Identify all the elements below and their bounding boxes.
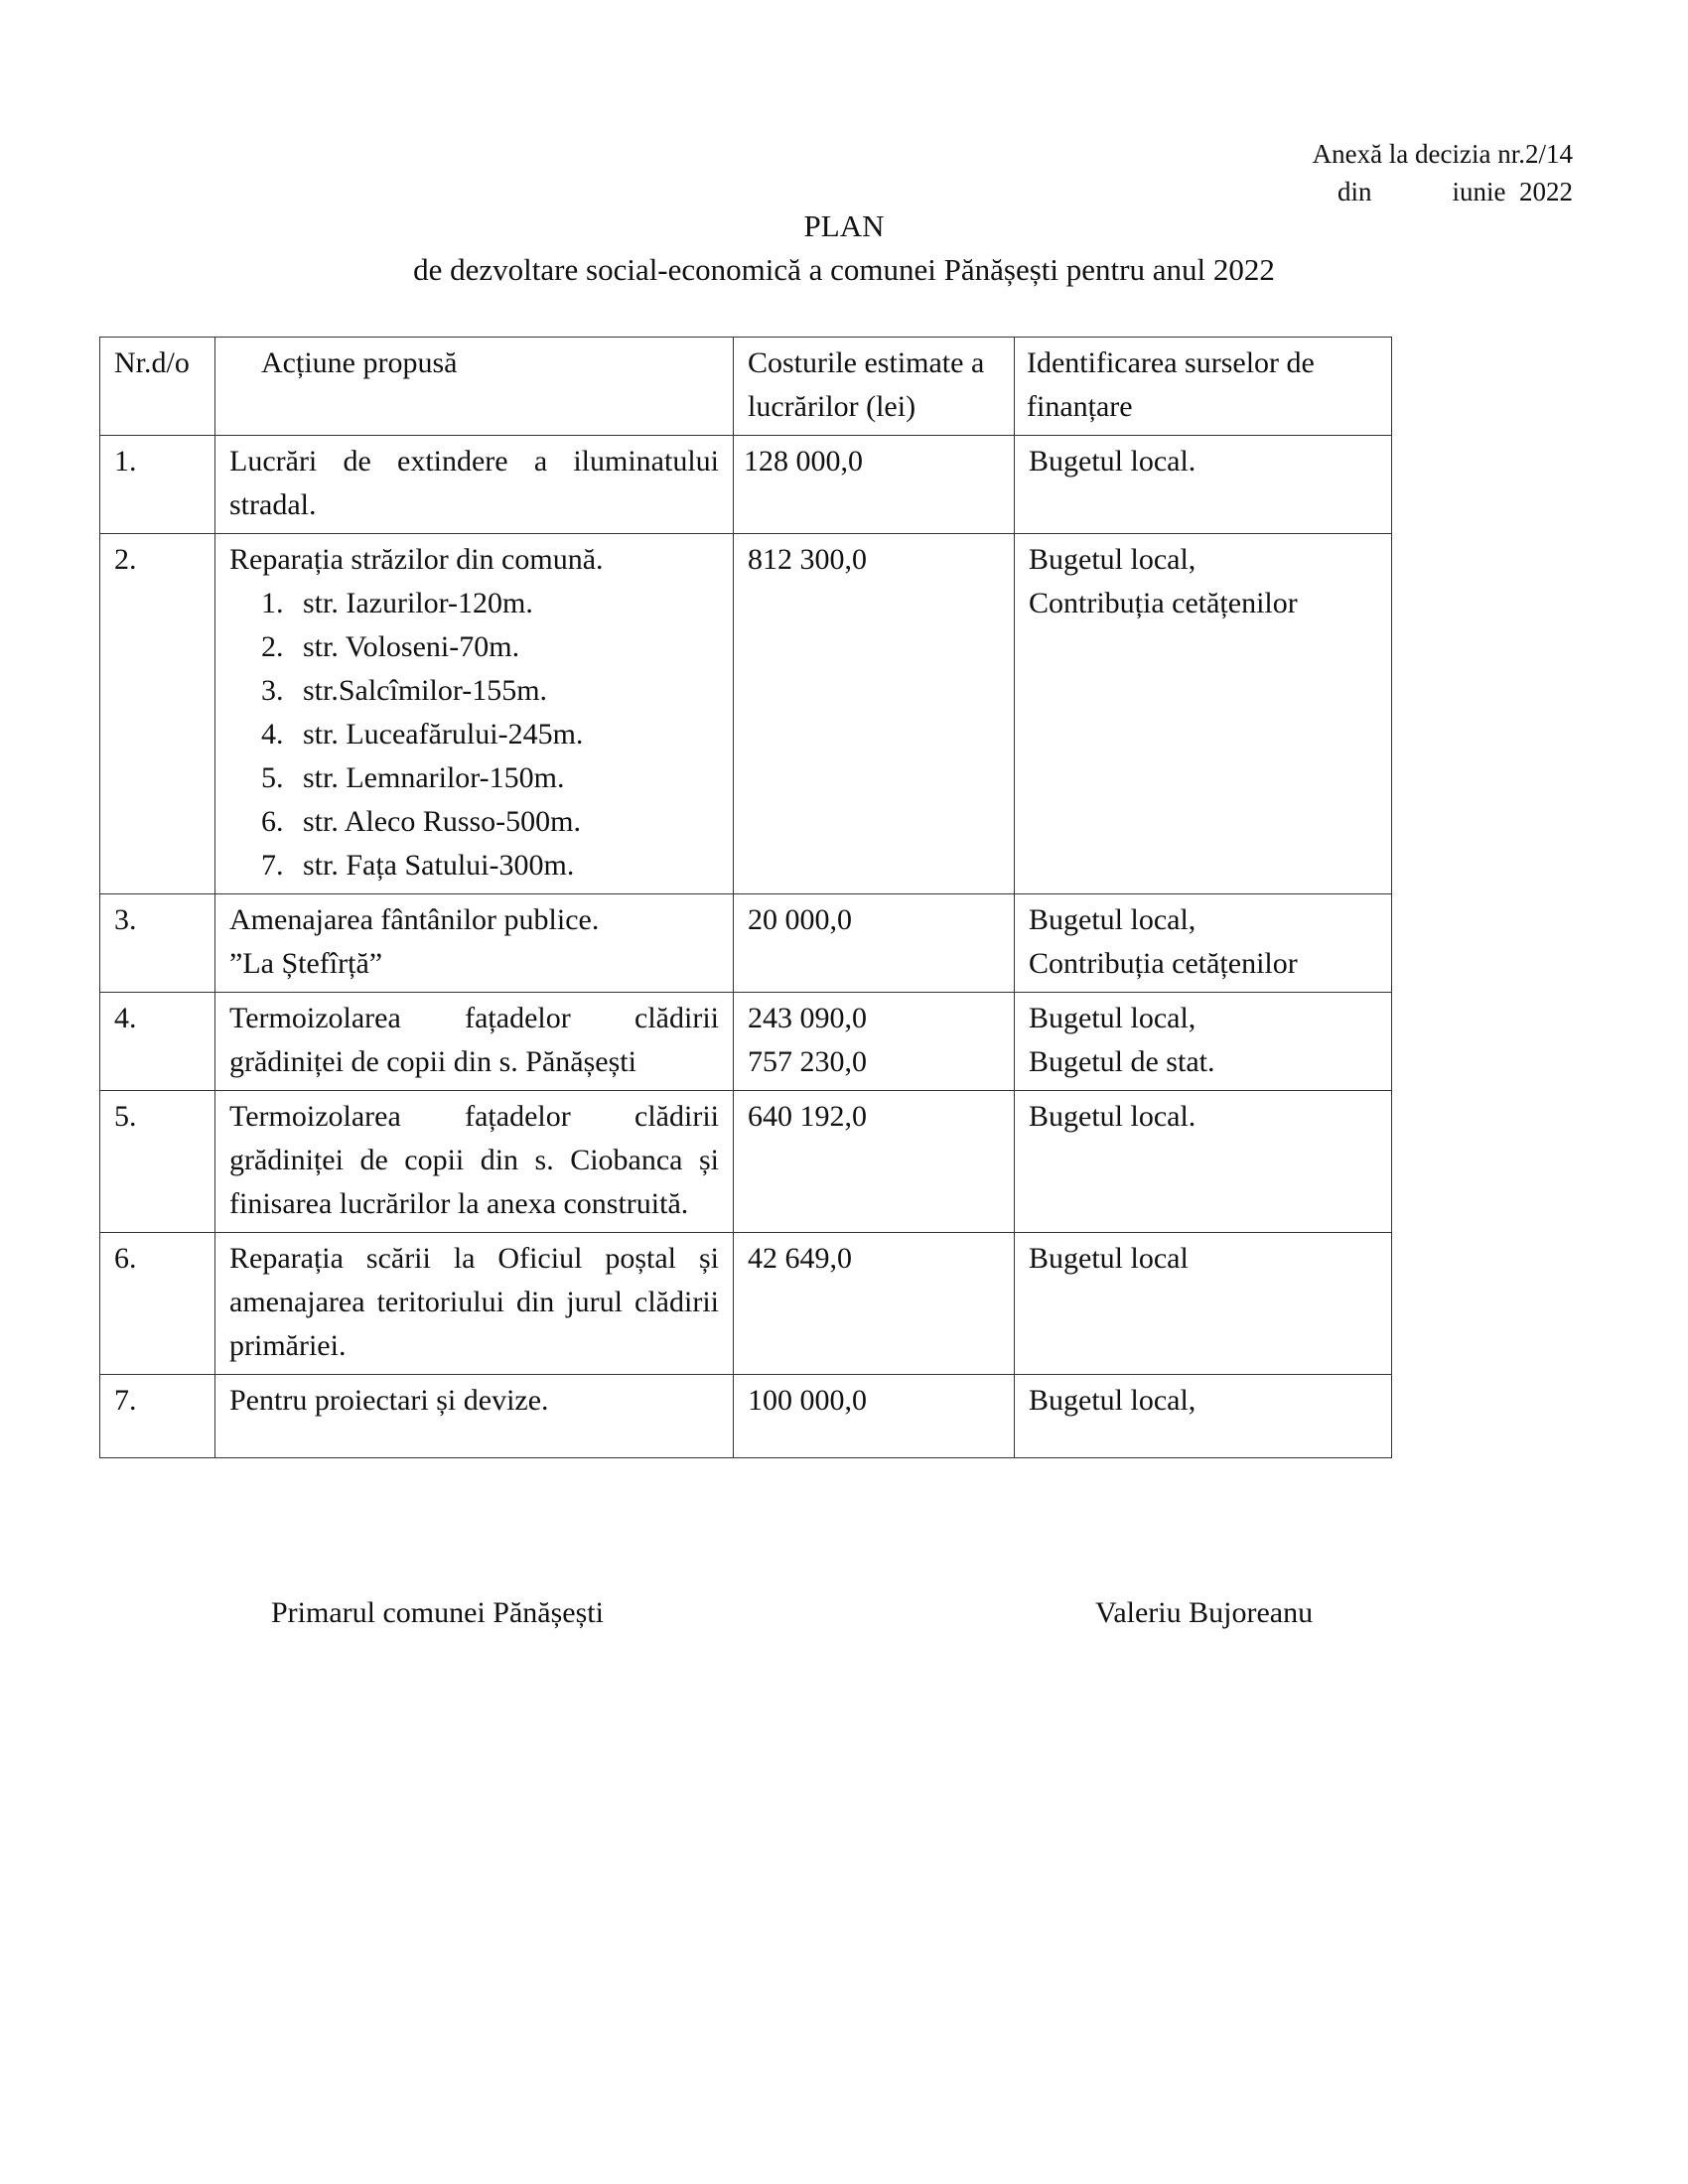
header-nr: Nr.d/o [100,338,215,436]
table-row [100,436,1392,534]
annex-reference [1313,135,1573,210]
street-item: 4. str. Luceafărului-245m. [291,713,719,756]
street-item: 3. str.Salcîmilor-155m. [291,669,719,713]
row-action: Lucrări de extindere a iluminatului stradal. [215,436,734,534]
row-sources [1015,1091,1392,1233]
row-action: Termoizolarea fațadelor clădirii grădiniței de copii din s. Ciobanca și finisarea lucrărilor la anexa construită. [215,1091,734,1233]
source-value: Bugetul local, [1029,1002,1196,1034]
cost-value: 640 192,0 [748,1100,867,1133]
row-action: Pentru proiectari și devize. [215,1375,734,1458]
source-value: Bugetul local, [1029,543,1196,576]
table-row [100,894,1392,993]
row-sources [1015,894,1392,993]
cost-value: 243 090,0 [748,1002,867,1034]
source-value: Contribuția cetățenilor [1029,947,1298,980]
street-item: 5. str. Lemnarilor-150m. [291,756,719,800]
row-cost [734,436,1015,534]
cost-value: 812 300,0 [748,543,867,576]
action-text: Reparația străzilor din comună. [229,543,604,576]
street-list [229,582,719,887]
source-value: Bugetul local, [1029,903,1196,936]
source-value: Bugetul local. [1029,445,1196,478]
street-item: 7. str. Fața Satului-300m. [291,844,719,887]
table-row [100,1233,1392,1375]
row-number: 4. [100,993,215,1091]
row-cost [734,993,1015,1091]
street-item: 6. str. Aleco Russo-500m. [291,800,719,844]
row-number: 2. [100,534,215,894]
row-cost [734,1091,1015,1233]
source-value: Bugetul de stat. [1029,1045,1215,1078]
table-row [100,1375,1392,1458]
action-text-2: ”La Ștefîrță” [229,947,383,980]
document-title: PLAN [803,208,885,243]
row-cost [734,1233,1015,1375]
cost-value: 20 000,0 [748,903,852,936]
source-value: Bugetul local [1029,1242,1189,1275]
row-cost [734,894,1015,993]
header-costs: Costurile estimate a lucrărilor (lei) [734,338,1015,436]
table-header-row [100,338,1392,436]
cost-value: 128 000,0 [744,445,863,478]
row-number: 7. [100,1375,215,1458]
header-action: Acțiune propusă [215,338,734,436]
cost-value: 100 000,0 [748,1384,867,1417]
row-number: 3. [100,894,215,993]
signature-role: Primarul comunei Pănășești [271,1596,604,1629]
table-row [100,534,1392,894]
street-item: 2. str. Voloseni-70m. [291,625,719,669]
row-sources [1015,436,1392,534]
plan-table [99,337,1392,1458]
row-action [215,894,734,993]
table-row [100,993,1392,1091]
row-sources [1015,1233,1392,1375]
street-item: 1. str. Iazurilor-120m. [291,582,719,625]
row-sources [1015,534,1392,894]
source-value: Bugetul local, [1029,1384,1196,1417]
row-sources [1015,1375,1392,1458]
source-value: Bugetul local. [1029,1100,1196,1133]
cost-value: 42 649,0 [748,1242,852,1275]
row-action: Reparația scării la Oficiul poștal și amenajarea teritoriului din jurul clădirii primăriei. [215,1233,734,1375]
cost-value: 757 230,0 [748,1045,867,1078]
row-cost [734,534,1015,894]
row-cost [734,1375,1015,1458]
row-number: 5. [100,1091,215,1233]
source-value: Contribuția cetățenilor [1029,587,1298,619]
row-sources [1015,993,1392,1091]
annex-line-1: Anexă la decizia nr.2/14 [1312,139,1573,169]
row-action [215,534,734,894]
document-subtitle: de dezvoltare social-economică a comunei Pănășești pentru anul 2022 [413,252,1275,287]
row-number: 6. [100,1233,215,1375]
header-sources: Identificarea surselor de finanțare [1015,338,1392,436]
signature-name: Valeriu Bujoreanu [1095,1596,1314,1629]
annex-line-2: din iunie 2022 [1337,177,1573,206]
table-row [100,1091,1392,1233]
row-number: 1. [100,436,215,534]
action-text: Amenajarea fântânilor publice. [229,903,600,936]
row-action: Termoizolarea fațadelor clădirii grădiniței de copii din s. Pănășești [215,993,734,1091]
